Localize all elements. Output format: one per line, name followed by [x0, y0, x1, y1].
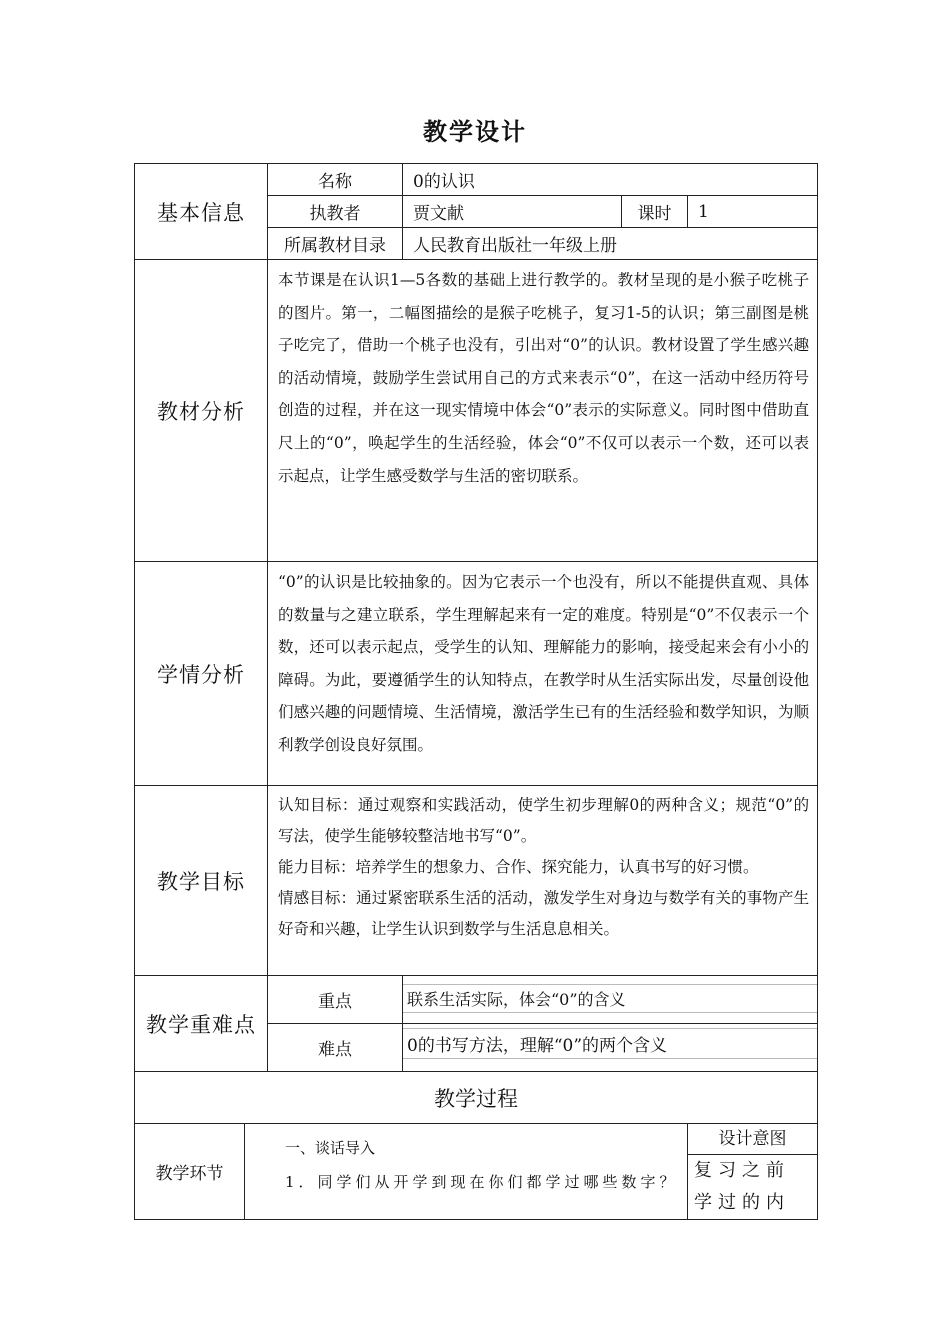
name-label: 名称: [268, 164, 403, 196]
material-analysis-text: [268, 260, 818, 562]
goal-ability: 能力目标：培养学生的想象力、合作、探究能力，认真书写的好习惯。: [278, 858, 759, 876]
step-title: 一、谈话导入: [285, 1139, 376, 1157]
period-label: 课时: [622, 196, 688, 228]
goal-emotion: 情感目标：通过紧密联系生活的活动，激发学生对身边与数学有关的事物产生好奇和兴趣，让学生认识到数学与生活息息相关。: [278, 889, 810, 938]
process-step-cell: [245, 1124, 688, 1220]
intent-label: 设计意图: [688, 1124, 817, 1155]
key-points-label: 教学重难点: [135, 976, 268, 1072]
key-label: 重点: [268, 976, 403, 1024]
intent-text: 复习之前学过的内: [694, 1160, 790, 1213]
name-value: 0的认识: [403, 164, 818, 196]
difficult-value-cell: [403, 1024, 818, 1072]
intent-cell: [688, 1124, 818, 1220]
teacher-label: 执教者: [268, 196, 403, 228]
stage-label: 教学环节: [135, 1124, 245, 1220]
period-value: 1: [688, 196, 818, 228]
textbook-value: 人民教育出版社一年级上册: [403, 228, 818, 260]
learner-analysis-paragraph: “0”的认识是比较抽象的。因为它表示一个也没有，所以不能提供直观、具体的数量与之建立联系，学生理解起来有一定的难度。特别是“0”不仅表示一个数，还可以表示起点，受学生的认知、理解能力的影响，接受起来会有小小的障碍。为此，要遵循学生的认知特点，在教学时从生活实际出发，尽量创设他们感兴趣的问题情境、生活情境，激活学生已有的生活经验和数学知识，为顺利教学创设良好氛围。: [278, 573, 810, 754]
document-title: 教学设计: [423, 118, 527, 146]
textbook-label: 所属教材目录: [268, 228, 403, 260]
key-value-cell: [403, 976, 818, 1024]
key-value: 联系生活实际，体会“0”的含义: [403, 984, 817, 1013]
basic-info-label: 基本信息: [135, 164, 268, 260]
teacher-value: 贾文献: [403, 196, 622, 228]
material-analysis-paragraph: 本节课是在认识1—5各数的基础上进行教学的。教材呈现的是小猴子吃桃子的图片。第一，二幅图描绘的是猴子吃桃子，复习1-5的认识；第三副图是桃子吃完了，借助一个桃子也没有，引出对“0”的认识。教材设置了学生感兴趣的活动情境，鼓励学生尝试用自己的方式来表示“0”，在这一活动中经历符号创造的过程，并在这一现实情境中体会“0”表示的实际意义。同时图中借助直尺上的“0”，唤起学生的生活经验，体会“0”不仅可以表示一个数，还可以表示起点，让学生感受数学与生活的密切联系。: [278, 271, 810, 485]
difficult-value: 0的书写方法，理解“0”的两个含义: [403, 1028, 817, 1059]
teaching-goals-label: 教学目标: [135, 786, 268, 976]
learner-analysis-label: 学情分析: [135, 562, 268, 786]
teaching-goals-text: [268, 786, 818, 976]
material-analysis-label: 教材分析: [135, 260, 268, 562]
step-question: 1．同学们从开学到现在你们都学过哪些数字？: [285, 1173, 679, 1191]
difficult-label: 难点: [268, 1024, 403, 1072]
lesson-plan-table: [134, 163, 818, 1220]
goal-cognitive: 认知目标：通过观察和实践活动，使学生初步理解0的两种含义；规范“0”的写法，使学生能够较整洁地书写“0”。: [278, 796, 810, 845]
learner-analysis-text: [268, 562, 818, 786]
process-heading: 教学过程: [135, 1072, 818, 1124]
